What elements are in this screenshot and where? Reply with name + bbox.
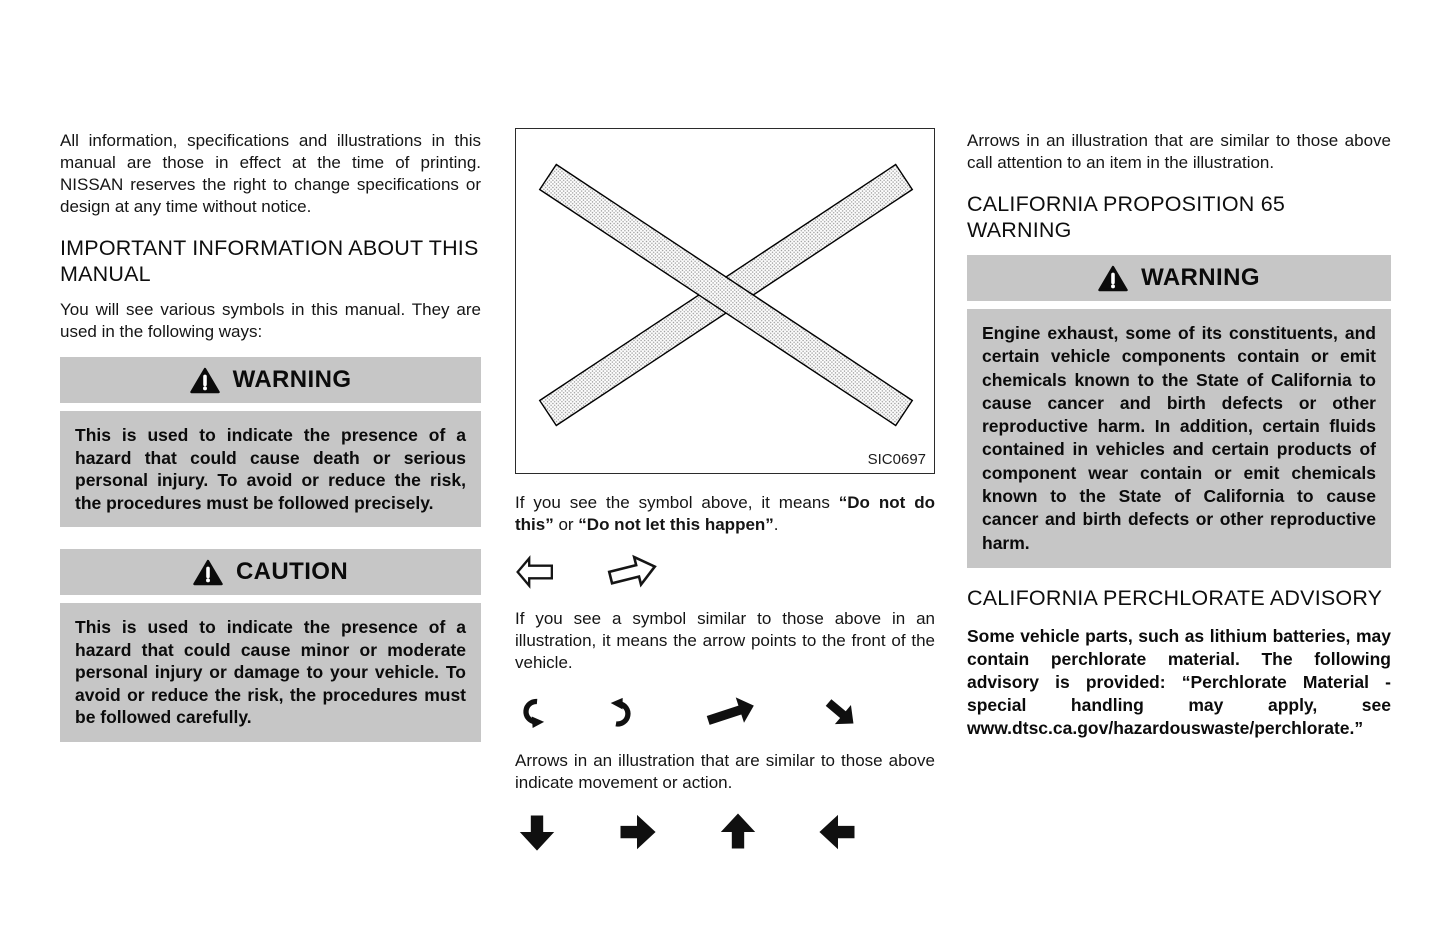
arrow-ne-icon	[700, 689, 761, 736]
section-heading-perchlorate: CALIFORNIA PERCHLORATE ADVISORY	[967, 585, 1383, 610]
caption-text: .	[773, 515, 779, 534]
warning-title: WARNING	[232, 366, 352, 393]
curved-arrow-up-icon	[608, 696, 641, 730]
warning-triangle-icon	[190, 367, 220, 394]
caption-text: or	[553, 515, 579, 534]
caution-body: This is used to indicate the presence of a hazard that could cause minor or moderate personal injury or damage to your vehicle. To avoid or reduce the risk, the procedures must be followed carefully.	[60, 603, 481, 742]
section-heading-prop65: CALIFORNIA PROPOSITION 65 WARNING	[967, 192, 1286, 242]
warning-body: This is used to indicate the presence of a hazard that could cause death or serious personal injury. To avoid or reduce the risk, the procedures must be followed precisely.	[60, 411, 481, 527]
intro-paragraph: All information, specifications and illustrations in this manual are those in effect at the time of printing. NISSAN reserves the right to change specifications or design at any time without notice.	[60, 131, 481, 216]
arrow-right-icon	[615, 810, 659, 854]
attention-caption: Arrows in an illustration that are similar to those above call attention to an item in the illustration.	[967, 131, 1391, 172]
front-arrow-left-icon	[515, 555, 555, 589]
front-arrow-right-icon	[603, 548, 662, 596]
warning-header	[60, 357, 481, 403]
figure-code-label: SIC0697	[864, 451, 926, 468]
symbols-intro-paragraph: You will see various symbols in this manual. They are used in the following ways:	[60, 300, 481, 341]
arrow-se-icon	[817, 689, 865, 736]
movement-caption: Arrows in an illustration that are similar to those above indicate movement or action.	[515, 751, 935, 792]
warning-header	[967, 255, 1391, 301]
direction-arrows	[515, 808, 860, 856]
section-heading-important-info: IMPORTANT INFORMATION ABOUT THIS MANUAL	[60, 236, 479, 286]
warning-triangle-icon	[1098, 265, 1128, 292]
right-column	[967, 130, 1391, 740]
perchlorate-body: Some vehicle parts, such as lithium batteries, may contain perchlorate material. The following advisory is provided: “Perchlorate Material - special handling may apply, see www.dtsc.ca.gov/hazardouswaste/perchlorate.”	[967, 626, 1391, 739]
caution-title: CAUTION	[235, 558, 349, 585]
curved-arrow-left-icon	[515, 697, 545, 729]
arrow-left-icon	[816, 810, 860, 854]
prop65-warning-body: Engine exhaust, some of its constituents, and certain vehicle components contain or emit chemicals known to the State of California to cause cancer and birth defects or other reproductive harm. In addition, certain fluids contained in vehicles and certain products of component wear contain or emit chemicals known to the State of California to cause cancer and birth defects or other reproductive harm.	[967, 309, 1391, 568]
warning-triangle-icon	[193, 559, 223, 586]
caption-text: If you see the symbol above, it means	[515, 493, 839, 512]
caption-bold-do-not-let-happen: “Do not let this happen”	[578, 515, 774, 534]
front-direction-arrows	[515, 550, 935, 594]
prohibition-figure	[515, 128, 935, 474]
caution-header	[60, 549, 481, 595]
left-column	[60, 130, 481, 742]
arrow-down-icon	[515, 810, 559, 854]
middle-column	[515, 128, 935, 856]
caption-bold-do-not-do-this: “Do not do this”	[515, 493, 935, 534]
movement-arrows	[515, 692, 860, 734]
front-arrows-caption: If you see a symbol similar to those above in an illustration, it means the arrow points to the front of the vehicle.	[515, 609, 935, 672]
arrow-up-icon	[716, 810, 760, 854]
do-not-caption	[515, 492, 935, 536]
prohibition-x-icon	[516, 129, 934, 473]
warning-title: WARNING	[1141, 264, 1260, 291]
